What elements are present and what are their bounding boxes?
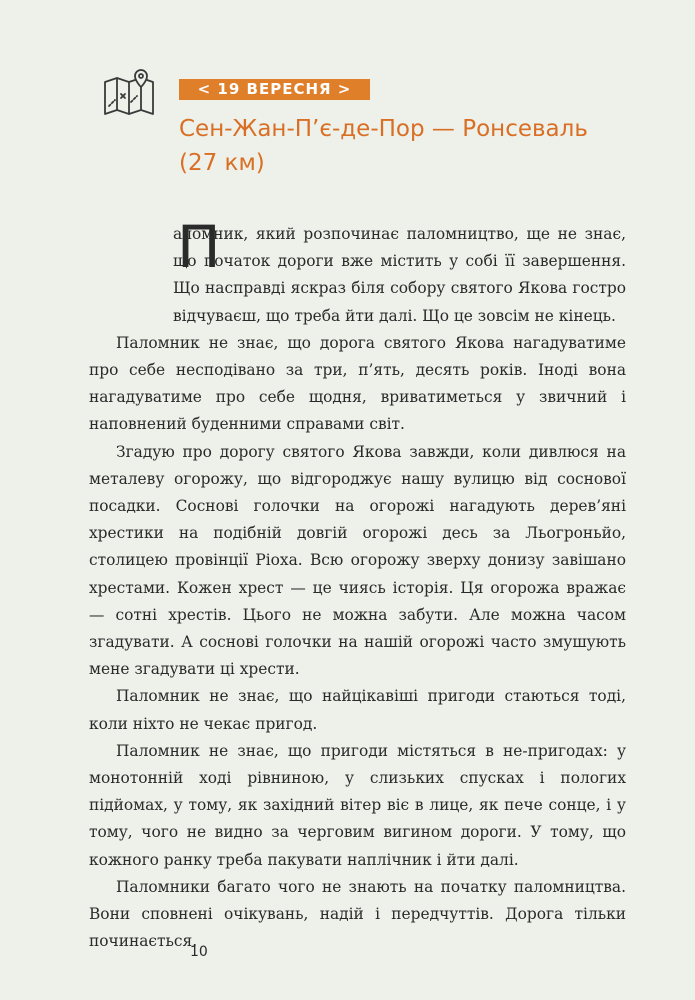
paragraph-text: аломник, який розпочинає паломництво, ще не знає, що початок дороги вже містить у собі її завершення. Що насправді яскраз біля собору святого Якова гостро відчуваєш, що треба йти далі. Що це зовсім не кінець. (173, 225, 626, 325)
paragraph: Згадую про дорогу святого Якова завжди, коли дивлюся на металеву огорожу, що відгороджує нашу вулицю від соснової посадки. Соснові голочки на огорожі нагадують дерев’яні хрестики на подібній довгій огорожі десь за Льогроньйо, столицею провінції Ріоха. Всю огорожу зверху донизу завішано хрестами. Кожен хрест — це чиясь історія. Ця огорожа вражає — сотні хрестів. Цього не можна забути. Але можна часом згадувати. А соснові голочки на нашій огорожі часто змушують мене згадувати ці хрести. (89, 442, 626, 679)
route-name: Сен-Жан-П’є-де-Пор — Ронсеваль (179, 116, 588, 142)
drop-cap-letter: П (177, 213, 221, 281)
paragraph (89, 213, 626, 330)
route-title (179, 112, 649, 180)
drop-cap (177, 213, 221, 281)
map-route-icon (103, 68, 155, 116)
paragraph: Паломник не знає, що пригоди містяться в не-пригодах: у монотонній ході рівниною, у слизьких спусках і пологих підйомах, у тому, як західний вітер віє в лице, як пече сонце, і у тому, чого не видно за черговим вигином дороги. У тому, що кожного ранку треба пакувати наплічник і йти далі. (89, 741, 626, 869)
page-number: 10 (190, 944, 208, 960)
paragraph: Паломник не знає, що дорога святого Якова нагадуватиме про себе несподівано за три, п’ять, десять років. Іноді вона нагадуватиме про себе щодня, вриватиметься у звичний і наповнений буденними справами світ. (89, 333, 626, 434)
paragraph: Паломники багато чого не знають на початку паломництва. Вони сповнені очікувань, надій і передчуттів. Дорога тільки починається. (89, 877, 626, 951)
paragraph: Паломник не знає, що найцікавіші пригоди стаються тоді, коли ніхто не чекає пригод. (89, 687, 626, 733)
article-body (89, 213, 626, 955)
route-distance: (27 км) (179, 150, 265, 176)
drop-cap-space (89, 227, 173, 305)
date-badge: < 19 ВЕРЕСНЯ > (179, 79, 370, 100)
